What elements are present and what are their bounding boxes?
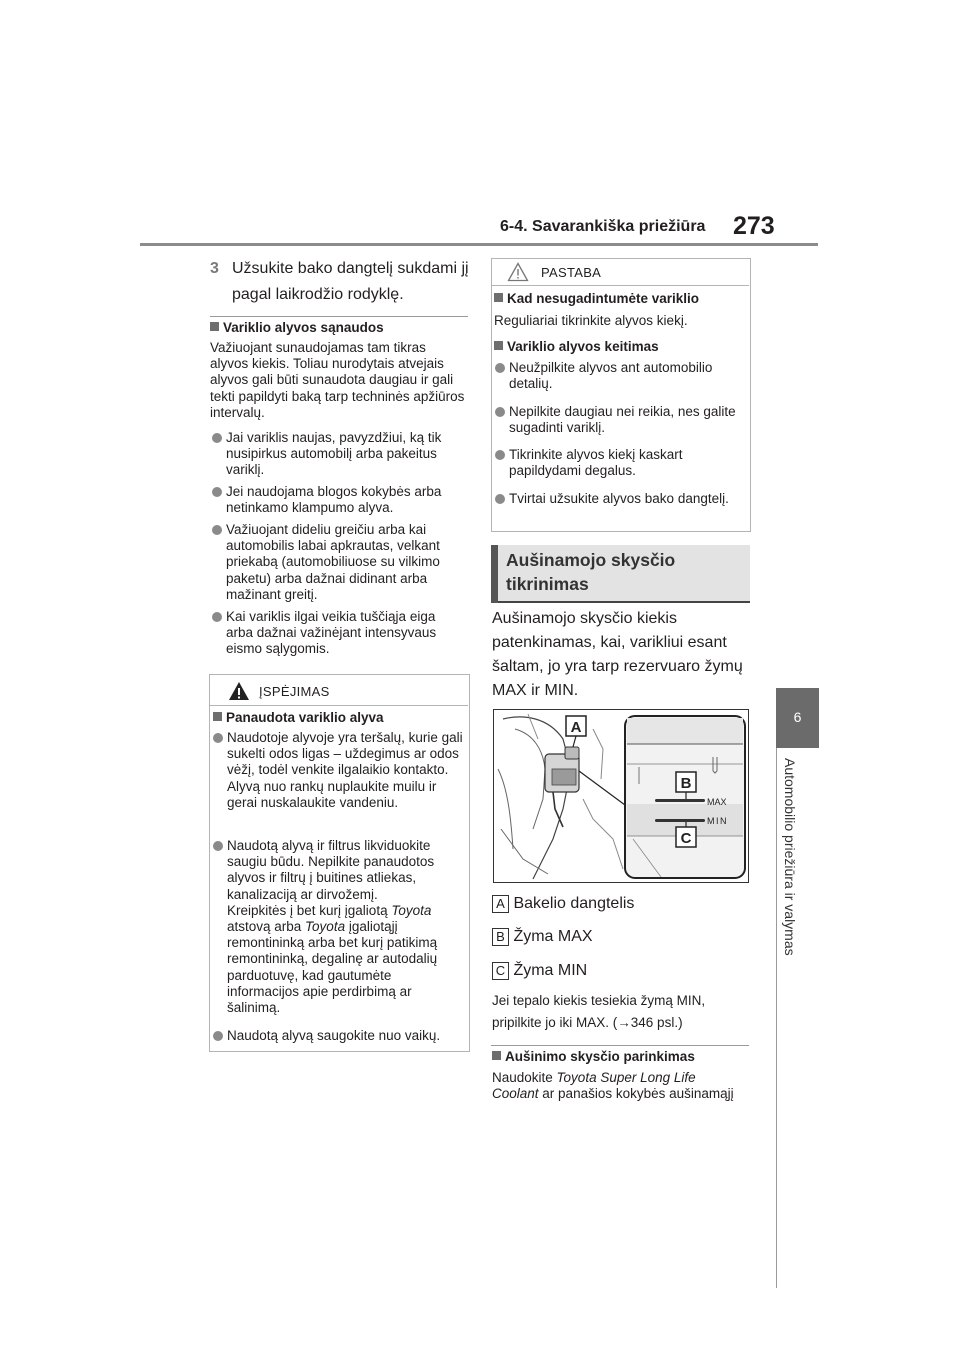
- step-text: Užsukite bako dangtelį sukdami jį pagal laikrodžio rodyklę.: [232, 260, 469, 303]
- notice-heading-2: Variklio alyvos keitimas: [494, 339, 659, 354]
- selection-text: Naudokite Toyota Super Long Life Coolant ar panašios kokybės aušinamąjį: [492, 1070, 734, 1102]
- bullet-dot-icon: [213, 733, 223, 743]
- caption-letter-box: A: [492, 895, 509, 913]
- section-rule: [210, 316, 468, 317]
- bullet-dot-icon: [212, 487, 222, 497]
- step-number: 3: [210, 260, 219, 277]
- chapter-label: Automobilio priežiūra ir valymas: [782, 758, 798, 956]
- square-bullet-icon: [494, 341, 503, 350]
- figure-label-c: C: [680, 830, 692, 847]
- notice-triangle-icon: [507, 262, 529, 282]
- coolant-intro: Aušinamojo skysčio kiekis patenkinamas, kai, varikliui esant šaltam, jo yra tarp rezervuaro žymų MAX ir MIN.: [492, 610, 743, 699]
- bullet-dot-icon: [213, 841, 223, 851]
- coolant-reservoir-figure: [493, 709, 749, 883]
- bullet-dot-icon: [212, 433, 222, 443]
- bullet-dot-icon: [495, 363, 505, 373]
- chapter-number: 6: [793, 709, 802, 725]
- bullet-dot-icon: [212, 525, 222, 535]
- brand-name: Toyota: [305, 919, 346, 935]
- bullet-dot-icon: [495, 494, 505, 504]
- warning-heading: Panaudota variklio alyva: [213, 710, 384, 725]
- bullet-dot-icon: [495, 407, 505, 417]
- figure-label-a: A: [570, 719, 582, 736]
- mark-max: MAX: [707, 797, 727, 807]
- bullet-dot-icon: [213, 1031, 223, 1041]
- section-header: 6-4. Savarankiška priežiūra: [500, 218, 706, 235]
- mark-min: MIN: [707, 816, 728, 826]
- bullet-dot-icon: [212, 612, 222, 622]
- notice-text-1: Reguliariai tikrinkite alyvos kiekį.: [494, 313, 688, 328]
- section-title-bar: [491, 545, 498, 603]
- notice-heading-1: Kad nesugadintumėte variklio: [494, 291, 699, 306]
- figure-label-b: B: [680, 775, 692, 792]
- warning-title-rule: [209, 705, 468, 706]
- square-bullet-icon: [494, 293, 503, 302]
- caption-letter-box: B: [492, 928, 509, 946]
- coolant-note: Jei tepalo kiekis tesiekia žymą MIN, pripilkite jo iki MAX. (→346 psl.): [492, 993, 706, 1030]
- caption-a: A Bakelio dangtelis: [492, 895, 634, 913]
- caption-letter-box: C: [492, 962, 509, 980]
- square-bullet-icon: [492, 1051, 501, 1060]
- caption-b: B Žyma MAX: [492, 928, 593, 946]
- consumption-intro: Važiuojant sunaudojamas tam tikras alyvos kiekis. Toliau nurodytais atvejais alyvos gali būti sunaudota daugiau ir gali tekti papildyti baką tarp techninės apžiūros intervalų.: [210, 340, 465, 420]
- caption-c: C Žyma MIN: [492, 962, 587, 980]
- selection-rule: [491, 1045, 749, 1046]
- warning-triangle-icon: [228, 681, 250, 701]
- section-title: Aušinamojo skysčio tikrinimas: [506, 550, 676, 594]
- warning-title: ĮSPĖJIMAS: [259, 684, 330, 699]
- arrow-icon: →: [617, 1015, 631, 1030]
- square-bullet-icon: [213, 712, 222, 721]
- consumption-heading: Variklio alyvos sąnaudos: [210, 320, 384, 335]
- chapter-tab-line: [776, 748, 777, 1288]
- bullet-dot-icon: [495, 450, 505, 460]
- header-rule: [140, 243, 818, 246]
- notice-title: PASTABA: [541, 265, 602, 280]
- page-number: 273: [733, 212, 775, 240]
- selection-heading: Aušinimo skysčio parinkimas: [492, 1049, 695, 1064]
- brand-name: Toyota: [391, 902, 432, 918]
- notice-title-rule: [491, 285, 749, 286]
- square-bullet-icon: [210, 322, 219, 331]
